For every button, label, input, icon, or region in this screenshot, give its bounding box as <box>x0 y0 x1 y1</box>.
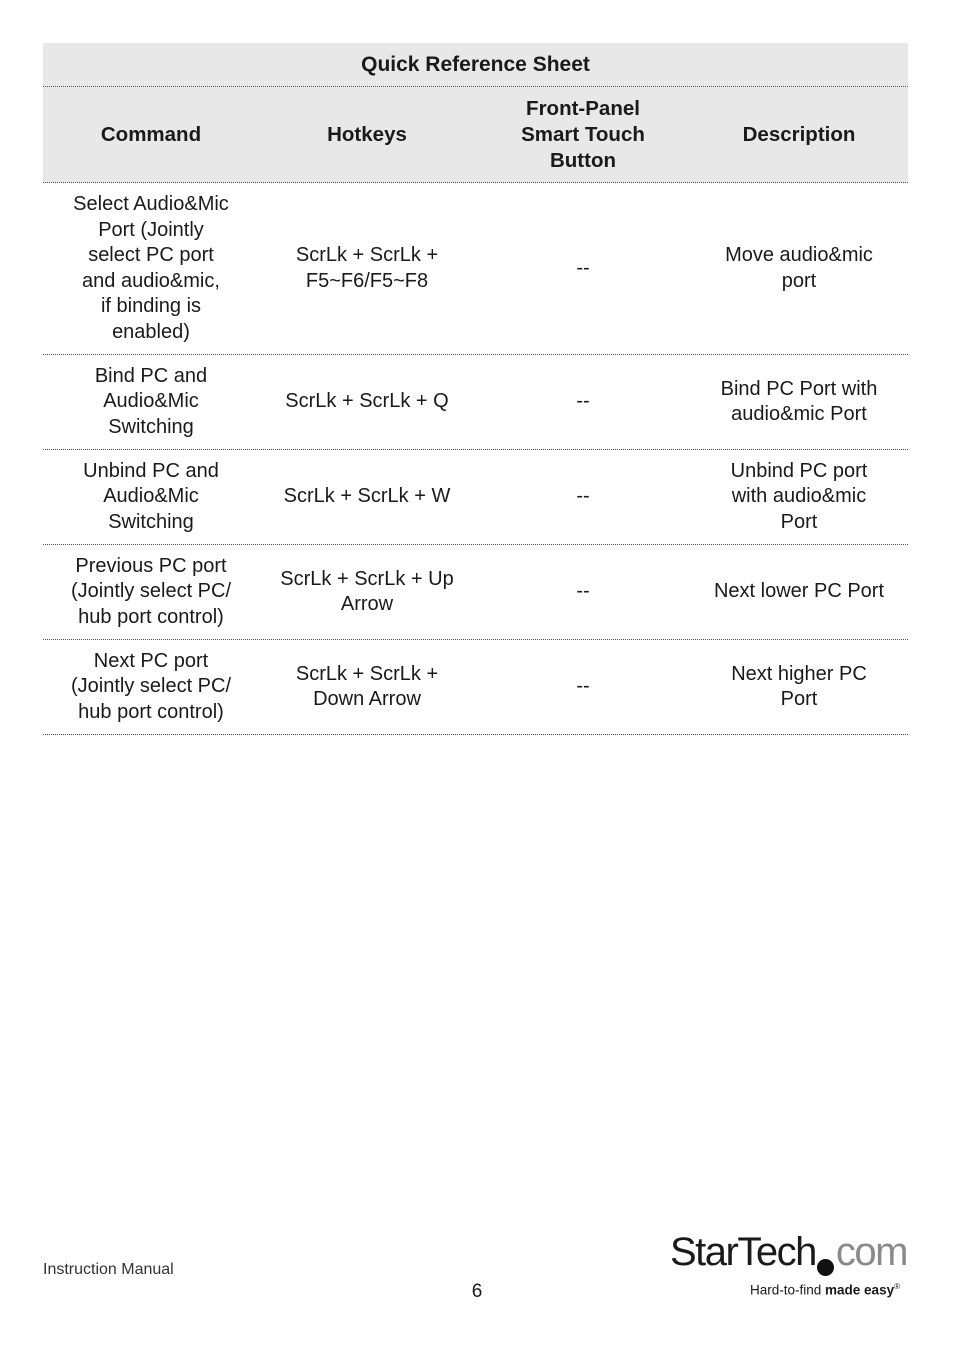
registered-mark: ® <box>894 1282 900 1291</box>
startech-logo <box>670 1230 910 1305</box>
header-front-panel-button: Front-Panel Smart Touch Button <box>521 96 645 172</box>
table-row <box>43 450 908 545</box>
footer-manual-label: Instruction Manual <box>43 1261 174 1278</box>
quick-reference-table <box>43 43 908 735</box>
description-cell: Next lower PC Port <box>713 580 885 603</box>
description-cell: Next higher PC Port <box>731 662 867 710</box>
hotkeys-cell: ScrLk + ScrLk + F5~F6/F5~F8 <box>295 244 439 292</box>
logo-wordmark <box>670 1230 907 1274</box>
description-cell: Move audio&mic port <box>725 244 873 292</box>
description-cell: Bind PC Port with audio&mic Port <box>720 377 878 425</box>
logo-brand-suffix: com <box>835 1230 907 1274</box>
header-description: Description <box>742 122 856 146</box>
table-row <box>43 183 908 355</box>
header-hotkeys: Hotkeys <box>327 122 407 146</box>
hotkeys-cell: ScrLk + ScrLk + Up Arrow <box>280 567 454 615</box>
tagline-regular: Hard-to-find <box>750 1282 826 1298</box>
hotkeys-cell: ScrLk + ScrLk + Down Arrow <box>295 662 439 710</box>
command-cell: Previous PC port (Jointly select PC/ hub port control) <box>70 554 232 628</box>
tagline-bold: made easy <box>825 1282 895 1298</box>
table-header-row <box>43 87 908 183</box>
button-cell: -- <box>576 256 590 279</box>
table-row <box>43 545 908 640</box>
header-command: Command <box>100 122 202 146</box>
hotkeys-cell: ScrLk + ScrLk + W <box>283 485 451 508</box>
command-cell: Select Audio&Mic Port (Jointly select PC port and audio&mic, if binding is enabled) <box>73 193 229 343</box>
hotkeys-cell: ScrLk + ScrLk + Q <box>285 390 449 413</box>
command-cell: Next PC port (Jointly select PC/ hub port control) <box>70 649 232 723</box>
page-number: 6 <box>471 1281 483 1302</box>
table-row <box>43 355 908 450</box>
button-cell: -- <box>576 675 590 698</box>
table-row <box>43 640 908 735</box>
command-cell: Bind PC and Audio&Mic Switching <box>94 364 208 438</box>
button-cell: -- <box>576 390 590 413</box>
table-title: Quick Reference Sheet <box>43 43 908 87</box>
logo-dot-icon <box>817 1259 834 1276</box>
logo-tagline <box>750 1282 900 1298</box>
button-cell: -- <box>576 580 590 603</box>
command-cell: Unbind PC and Audio&Mic Switching <box>83 459 219 533</box>
button-cell: -- <box>576 485 590 508</box>
description-cell: Unbind PC port with audio&mic Port <box>730 459 868 533</box>
logo-brand-main: StarTech <box>670 1230 816 1274</box>
